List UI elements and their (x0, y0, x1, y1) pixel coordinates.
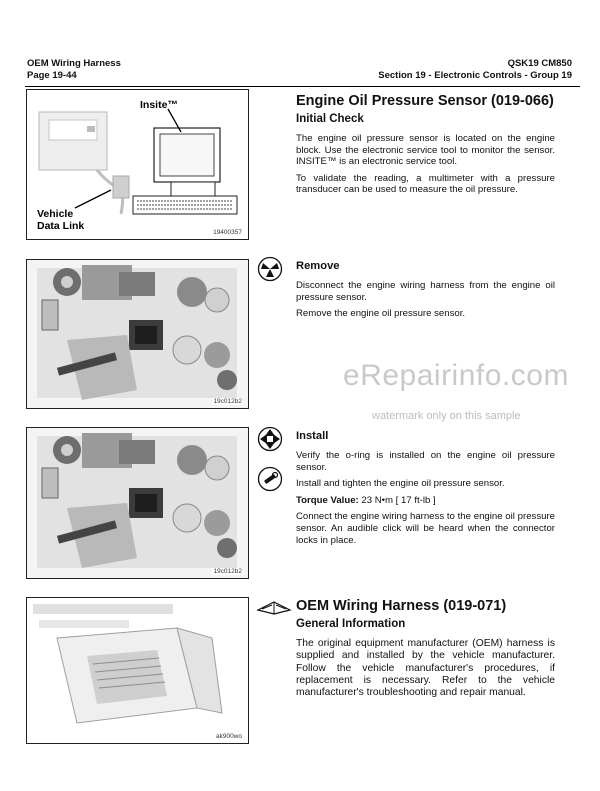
section-remove (296, 259, 555, 325)
figure-manual (26, 597, 249, 744)
torque-value: 23 N•m [ 17 ft-lb ] (361, 494, 436, 506)
step-title: Install (296, 430, 329, 442)
section-group: Section 19 - Electronic Controls - Group 19 (378, 70, 572, 81)
torque-label: Torque Value: (296, 494, 359, 506)
sensor-install-photo (27, 428, 248, 578)
paragraph: To validate the reading, a multimeter with a pressure transducer can be used to measure the oil pressure. (296, 172, 555, 196)
paragraph: Verify the o-ring is installed on the engine oil pressure sensor. (296, 450, 555, 473)
figure-number: ak900wo (215, 733, 242, 740)
figure-install (26, 427, 249, 579)
section-subtitle: Initial Check (296, 113, 364, 125)
book-icon (256, 598, 292, 616)
watermark-site: eRepairinfo.com (343, 359, 569, 392)
torque-spec (296, 495, 555, 507)
section-title: Engine Oil Pressure Sensor (019-066) (296, 93, 554, 109)
paragraph: Disconnect the engine wiring harness from the engine oil pressure sensor. (296, 280, 555, 303)
engine-model: QSK19 CM850 (507, 58, 572, 69)
paragraph: The engine oil pressure sensor is located on the engine block. Use the electronic service tool to monitor the sensor. INSITE™ is an electronic service tool. (296, 133, 555, 168)
section-oem-harness (296, 597, 555, 704)
install-symbol-icon (257, 426, 283, 452)
insite-callout: Insite™ (140, 99, 178, 111)
repair-manual-illustration (27, 598, 248, 743)
page-header-right (378, 58, 572, 82)
section-title: OEM Wiring Harness (019-071) (296, 598, 507, 614)
section-install (296, 429, 555, 551)
figure-number: 19c012b2 (213, 568, 242, 575)
sensor-remove-photo (27, 260, 248, 408)
step-title: Remove (296, 260, 340, 272)
figure-number: 19400357 (213, 229, 242, 236)
figure-insite (26, 89, 249, 240)
page-number: Page 19-44 (27, 70, 77, 81)
figure-number: 19c012b2 (213, 398, 242, 405)
torque-wrench-icon (257, 466, 283, 492)
paragraph: Connect the engine wiring harness to the engine oil pressure sensor. An audible click will be heard when the connector locks in place. (296, 511, 555, 546)
manual-section-name: OEM Wiring Harness (27, 58, 121, 69)
page-header-left (27, 58, 121, 82)
data-link-callout: Data Link (37, 220, 85, 232)
section-subtitle: General Information (296, 618, 406, 630)
paragraph: Install and tighten the engine oil pressure sensor. (296, 478, 505, 490)
header-divider (25, 86, 580, 87)
paragraph: Remove the engine oil pressure sensor. (296, 308, 466, 320)
vehicle-callout: Vehicle (37, 208, 74, 220)
section-oil-pressure-sensor (296, 92, 555, 201)
watermark-note: watermark only on this sample (372, 410, 521, 422)
paragraph: The original equipment manufacturer (OEM) harness is supplied and installed by the vehicle manufacturer. Follow the vehicle manufacturer's procedures, if replacement is necessary. Refer to the vehicle manufacturer's troubleshooting and repair manual. (296, 638, 555, 699)
remove-symbol-icon (257, 256, 283, 282)
figure-remove (26, 259, 249, 409)
insite-laptop-illustration (27, 90, 248, 239)
